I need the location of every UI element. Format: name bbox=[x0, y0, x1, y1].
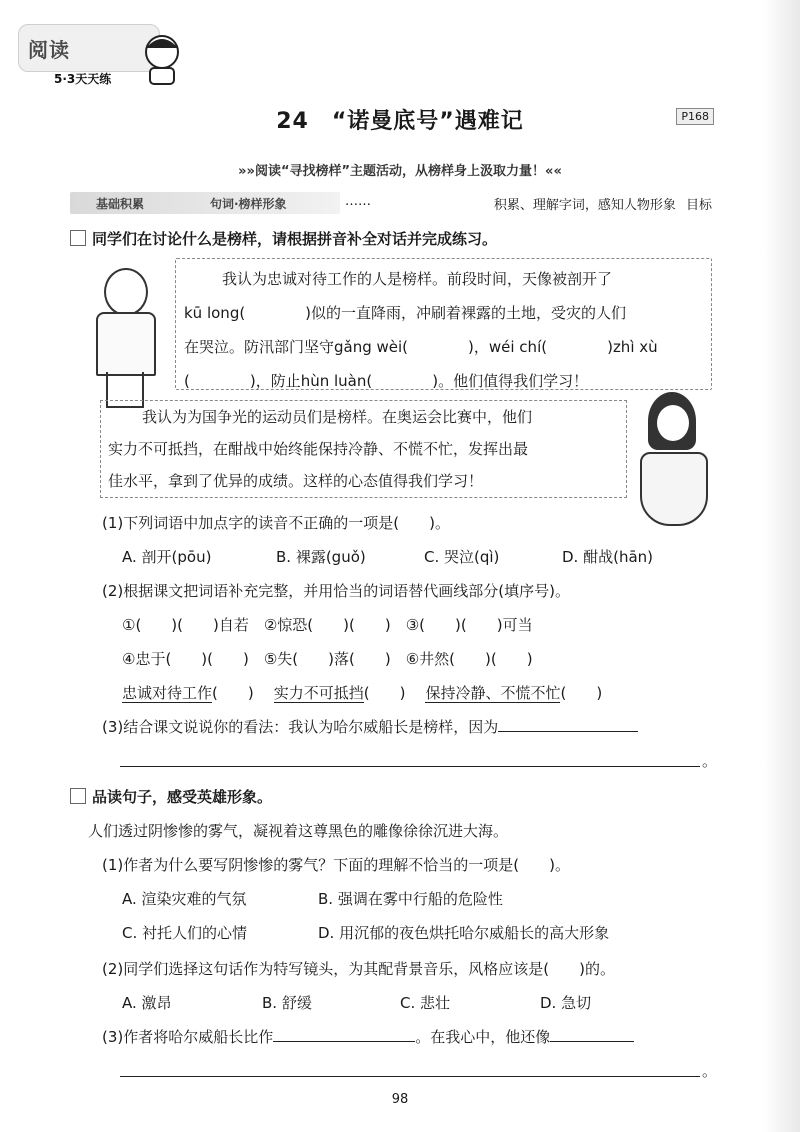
subq-2-2-option-c: C. 悲壮 bbox=[400, 994, 451, 1012]
box1-line-2: kū long( )似的一直降雨，冲刷着裸露的土地，受灾的人们 bbox=[184, 304, 627, 322]
underlined-phrase: 实力不可抵挡 bbox=[273, 684, 364, 702]
period: 。 bbox=[702, 752, 718, 770]
cartoon-boy-icon bbox=[138, 30, 186, 86]
section-dots: …… bbox=[345, 194, 371, 209]
subq-2-3-text-a: (3)作者将哈尔威船长比作 bbox=[102, 1028, 274, 1046]
answer-line[interactable] bbox=[498, 731, 638, 732]
subq-1-1-option-b: B. 裸露(guǒ) bbox=[276, 548, 366, 566]
subq-1-2-row-3 bbox=[122, 682, 602, 703]
subq-2-1: (1)作者为什么要写阴惨惨的雾气？下面的理解不恰当的一项是( )。 bbox=[102, 856, 570, 874]
boy-illustration bbox=[92, 268, 152, 408]
question-marker-icon bbox=[70, 230, 86, 246]
question-2-text: 品读句子，感受英雄形象。 bbox=[92, 788, 273, 806]
answer-line[interactable] bbox=[550, 1041, 634, 1042]
subq-2-2-option-d: D. 急切 bbox=[540, 994, 592, 1012]
answer-blank: ( ) bbox=[363, 684, 406, 702]
brand-logo bbox=[18, 18, 188, 88]
box2-line-2: 实力不可抵挡，在酣战中始终能保持冷静、不慌不忙，发挥出最 bbox=[108, 440, 529, 458]
activity-subtitle: »»阅读“寻找榜样”主题活动，从榜样身上汲取力量！«« bbox=[238, 164, 562, 179]
answer-blank: ( ) bbox=[560, 684, 603, 702]
subq-2-3-text-b: 。在我心中，他还像 bbox=[415, 1028, 551, 1046]
page-reference-badge: P168 bbox=[676, 108, 714, 125]
brand-word: 阅读 bbox=[28, 38, 70, 62]
underlined-phrase: 忠诚对待工作 bbox=[122, 684, 213, 702]
subq-2-1-option-c: C. 衬托人们的心情 bbox=[122, 924, 248, 942]
underlined-phrase: 保持冷静、不慌不忙 bbox=[425, 684, 561, 702]
girl-illustration bbox=[640, 392, 700, 532]
subq-1-1-option-d: D. 酣战(hān) bbox=[562, 548, 653, 566]
answer-line[interactable] bbox=[273, 1041, 415, 1042]
question-marker-icon bbox=[70, 788, 86, 804]
box2-line-1: 我认为为国争光的运动员们是榜样。在奥运会比赛中，他们 bbox=[142, 408, 533, 426]
subq-1-1-option-c: C. 哭泣(qì) bbox=[424, 548, 500, 566]
box1-line-3: 在哭泣。防汛部门坚守gǎng wèi( )，wéi chí( )zhì xù bbox=[184, 338, 658, 356]
subq-2-1-option-a: A. 渲染灾难的气氛 bbox=[122, 890, 247, 908]
section-label: 基础积累 bbox=[96, 197, 145, 211]
subq-1-1: (1)下列词语中加点字的读音不正确的一项是( )。 bbox=[102, 514, 450, 532]
box1-line-1: 我认为忠诚对待工作的人是榜样。前段时间，天像被剖开了 bbox=[222, 270, 613, 288]
question-1-text: 同学们在讨论什么是榜样，请根据拼音补全对话并完成练习。 bbox=[92, 230, 498, 248]
subq-2-1-option-d: D. 用沉郁的夜色烘托哈尔威船长的高大形象 bbox=[318, 924, 610, 942]
learning-goal bbox=[494, 194, 712, 213]
period: 。 bbox=[702, 1062, 718, 1080]
goal-text: 积累、理解字词，感知人物形象 bbox=[493, 198, 676, 213]
subq-1-2-row-1: ①( )( )自若 ②惊恐( )( ) ③( )( )可当 bbox=[122, 616, 533, 634]
box1-line-4: ( )，防止hùn luàn( )。他们值得我们学习！ bbox=[184, 372, 589, 390]
subq-1-3 bbox=[102, 716, 638, 737]
subq-1-3-text: (3)结合课文说说你的看法：我认为哈尔威船长是榜样，因为 bbox=[102, 718, 499, 736]
subq-2-2: (2)同学们选择这句话作为特写镜头，为其配背景音乐，风格应该是( )的。 bbox=[102, 960, 615, 978]
page-number: 98 bbox=[391, 1092, 409, 1107]
box2-line-3: 佳水平，拿到了优异的成绩。这样的心态值得我们学习！ bbox=[108, 472, 484, 490]
goal-tag: 目标 bbox=[685, 198, 712, 213]
question-2-heading bbox=[70, 786, 272, 807]
section-banner bbox=[70, 192, 340, 214]
page-title: 24 “诺曼底号”遇难记 bbox=[276, 109, 524, 134]
answer-line[interactable] bbox=[120, 1076, 700, 1077]
subq-1-2: (2)根据课文把词语补充完整，并用恰当的词语替代画线部分(填序号)。 bbox=[102, 582, 570, 600]
subq-2-2-option-a: A. 激昂 bbox=[122, 994, 172, 1012]
question-1-heading bbox=[70, 228, 497, 249]
section-label-sub: 句词·榜样形象 bbox=[210, 197, 287, 211]
brand-subtitle: 5·3天天练 bbox=[54, 72, 112, 86]
answer-line[interactable] bbox=[120, 766, 700, 767]
subq-1-1-option-a: A. 剖开(pōu) bbox=[122, 548, 212, 566]
answer-blank: ( ) bbox=[212, 684, 254, 702]
subq-2-1-option-b: B. 强调在雾中行船的危险性 bbox=[318, 890, 503, 908]
quoted-sentence: 人们透过阴惨惨的雾气，凝视着这尊黑色的雕像徐徐沉进大海。 bbox=[88, 822, 509, 840]
subq-2-3 bbox=[102, 1026, 634, 1047]
subq-1-2-row-2: ④忠于( )( ) ⑤失( )落( ) ⑥井然( )( ) bbox=[122, 650, 533, 668]
subq-2-2-option-b: B. 舒缓 bbox=[262, 994, 312, 1012]
